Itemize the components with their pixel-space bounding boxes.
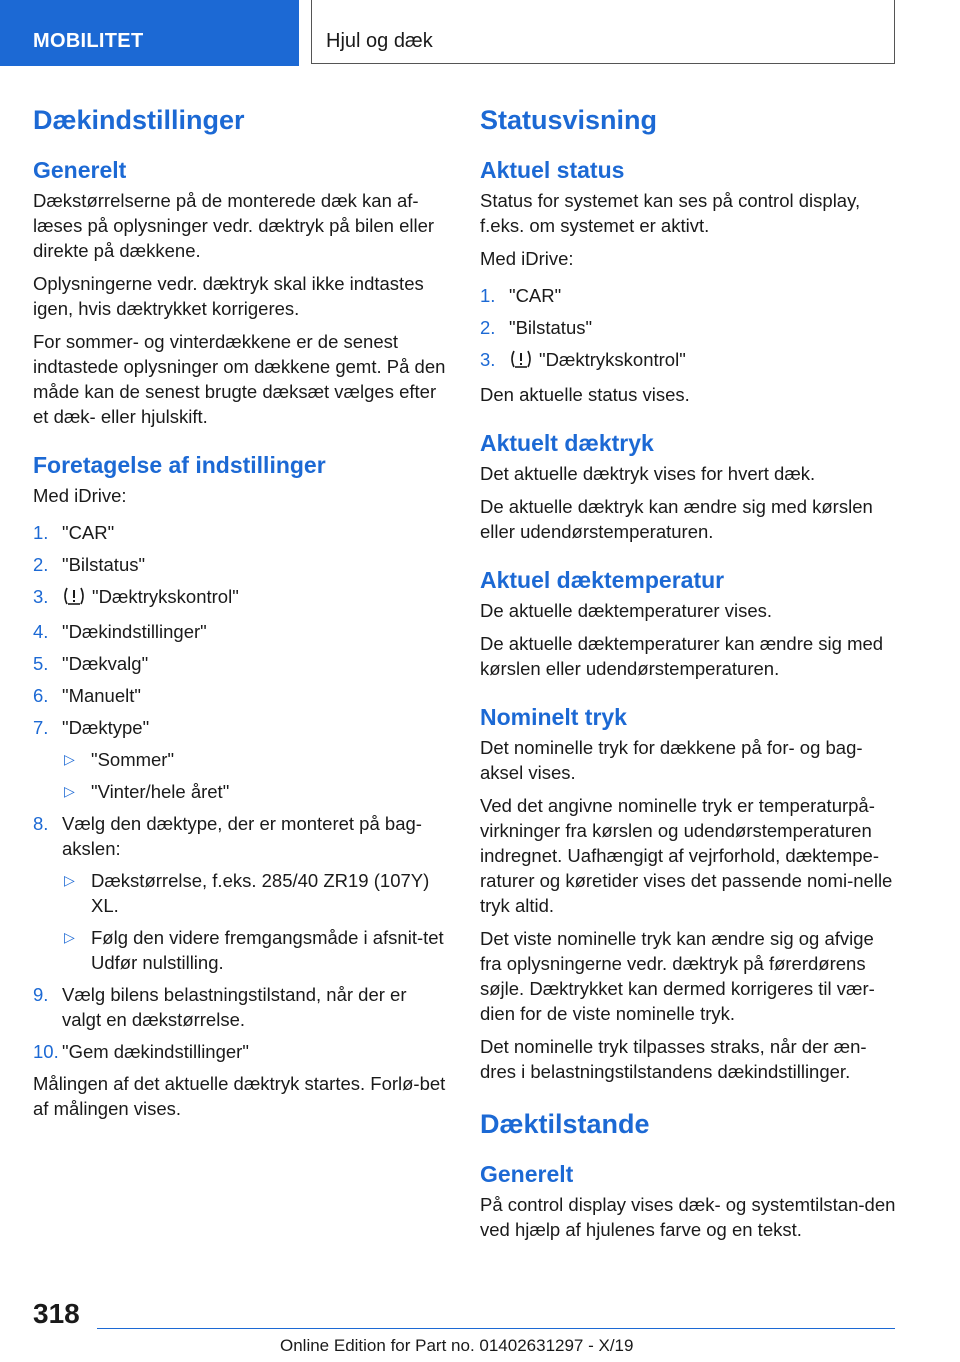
paragraph: Status for systemet kan ses på control display, f.eks. om systemet er aktivt. bbox=[480, 190, 861, 236]
list-item: 1. "CAR" bbox=[33, 522, 115, 543]
list-item: 9. Vælg bilens belastningstilstand, når der er valgt en dækstørrelse. bbox=[33, 984, 407, 1030]
paragraph: Det nominelle tryk tilpasses straks, når der æn-dres i belastningstilstandens dækindstillinger. bbox=[480, 1036, 867, 1082]
heading-current-status: Aktuel status bbox=[480, 157, 625, 183]
list-item: 2. "Bilstatus" bbox=[33, 554, 146, 575]
tire-pressure-warning-icon bbox=[62, 586, 86, 612]
paragraph: De aktuelle dæktemperaturer kan ændre sig med kørslen eller udendørstemperaturen. bbox=[480, 633, 884, 679]
right-column bbox=[480, 96, 898, 1250]
paragraph: Dækstørrelserne på de monterede dæk kan af-læses på oplysninger vedr. dæktryk på bilen eller direkte på dækkene. bbox=[33, 190, 435, 261]
paragraph: De aktuelle dæktemperaturer vises. bbox=[480, 600, 773, 621]
triangle-bullet-icon: ▷ bbox=[64, 929, 75, 945]
sub-item: ▷ "Sommer" bbox=[64, 749, 175, 770]
list-item: 3. "Dæktrykskontrol" bbox=[33, 584, 448, 612]
heading-general: Generelt bbox=[480, 1161, 574, 1187]
left-column bbox=[33, 96, 448, 1129]
tire-pressure-warning-icon bbox=[509, 349, 533, 375]
section-title-status-display: Statusvisning bbox=[480, 105, 658, 135]
status-steps bbox=[480, 283, 898, 375]
section-title-tire-settings: Dækindstillinger bbox=[33, 105, 245, 135]
footer-edition: Online Edition for Part no. 01402631297 - X/19 bbox=[280, 1336, 634, 1355]
sub-item: ▷ Dækstørrelse, f.eks. 285/40 ZR19 (107Y) XL. bbox=[64, 870, 430, 916]
section-tab: MOBILITET bbox=[0, 0, 299, 66]
list-item: 10. "Gem dækindstillinger" bbox=[33, 1041, 249, 1062]
list-item: 4. "Dækindstillinger" bbox=[33, 621, 207, 642]
paragraph: De aktuelle dæktryk kan ændre sig med kørslen eller udendørstemperaturen. bbox=[480, 496, 873, 542]
list-item: 6. "Manuelt" bbox=[33, 685, 141, 706]
heading-nominal-pressure: Nominelt tryk bbox=[480, 704, 627, 730]
paragraph: Det nominelle tryk for dækkene på for- og bag-aksel vises. bbox=[480, 737, 863, 783]
list-item: 2. "Bilstatus" bbox=[480, 317, 593, 338]
paragraph: Det aktuelle dæktryk vises for hvert dæk. bbox=[480, 463, 816, 484]
footer-rule bbox=[97, 1328, 895, 1329]
heading-current-temperature: Aktuel dæktemperatur bbox=[480, 567, 725, 593]
list-item: 3. "Dæktrykskontrol" bbox=[480, 347, 898, 375]
triangle-bullet-icon: ▷ bbox=[64, 783, 75, 799]
paragraph: På control display vises dæk- og systemtilstan-den ved hjælp af hjulenes farve og en tekst. bbox=[480, 1194, 896, 1240]
paragraph: Oplysningerne vedr. dæktryk skal ikke indtastes igen, hvis dæktrykket korrigeres. bbox=[33, 273, 424, 319]
paragraph: Målingen af det aktuelle dæktryk startes. Forlø-bet af målingen vises. bbox=[33, 1073, 446, 1119]
heading-general: Generelt bbox=[33, 157, 127, 183]
sub-item: ▷ Følg den videre fremgangsmåde i afsnit-tet Udfør nulstilling. bbox=[64, 927, 444, 973]
list-item: 1. "CAR" bbox=[480, 285, 562, 306]
page-number: 318 bbox=[33, 1298, 80, 1329]
paragraph: Med iDrive: bbox=[33, 485, 127, 506]
paragraph: Den aktuelle status vises. bbox=[480, 384, 690, 405]
triangle-bullet-icon: ▷ bbox=[64, 872, 75, 888]
list-item: 5. "Dækvalg" bbox=[33, 653, 149, 674]
chapter-title: Hjul og dæk bbox=[311, 0, 895, 64]
paragraph: Ved det angivne nominelle tryk er temperaturpå-virkninger fra kørslen og udendørstemperaturen indregnet. Uafhængigt af vejrforhold, dæktempe-raturer og køretider vises det passende nomi-nelle tryk altid. bbox=[480, 795, 893, 916]
settings-steps bbox=[33, 520, 448, 1064]
sub-item: ▷ "Vinter/hele året" bbox=[64, 781, 230, 802]
triangle-bullet-icon: ▷ bbox=[64, 751, 75, 767]
heading-current-pressure: Aktuelt dæktryk bbox=[480, 430, 654, 456]
list-item: 7. "Dæktype" ▷ "Sommer" ▷ "Vinter/hele året" bbox=[33, 715, 448, 804]
page-header bbox=[0, 0, 960, 66]
paragraph: For sommer- og vinterdækkene er de senest indtastede oplysninger om dækkene gemt. På den måde kan de senest brugte dæksæt vælges efter et dæk- eller hjulskift. bbox=[33, 331, 446, 427]
paragraph: Med iDrive: bbox=[480, 248, 574, 269]
section-title-tire-conditions: Dæktilstande bbox=[480, 1109, 650, 1139]
paragraph: Det viste nominelle tryk kan ændre sig og afvige fra oplysningerne vedr. dæktryk på førerdørens søjle. Dæktrykket kan dermed korrigeres til vær-dien for de viste nominelle tryk. bbox=[480, 928, 875, 1024]
list-item: 8. Vælg den dæktype, der er monteret på bag-akslen: ▷ Dækstørrelse, f.eks. 285/40 ZR19 (107Y) XL. ▷ Følg den videre fremgangsmåde i afsnit-tet Udfør nulstilling. bbox=[33, 811, 448, 975]
heading-make-settings: Foretagelse af indstillinger bbox=[33, 452, 326, 478]
